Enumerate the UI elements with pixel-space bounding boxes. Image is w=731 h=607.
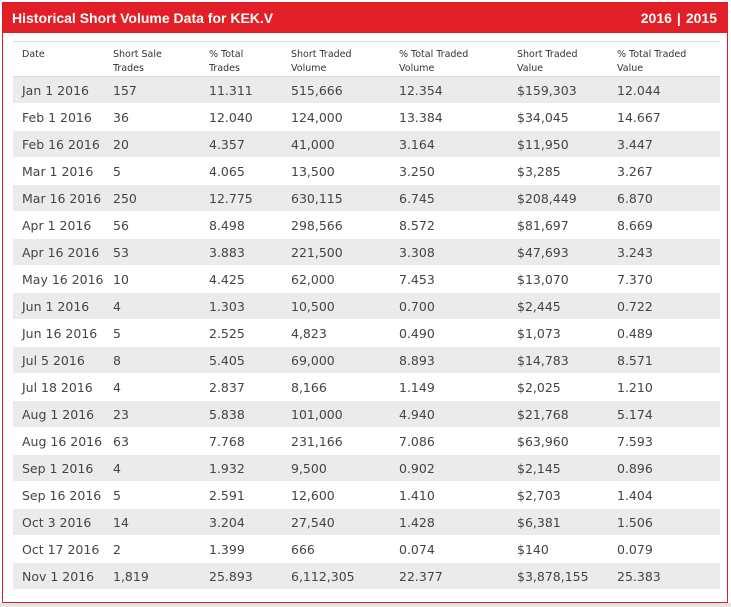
cell-short-traded-volume: 10,500 bbox=[282, 293, 390, 320]
cell-pct-total-traded-volume: 1.149 bbox=[390, 374, 508, 401]
cell-pct-total-trades: 4.425 bbox=[200, 266, 282, 293]
cell-short-sale-trades: 23 bbox=[104, 401, 200, 428]
cell-short-sale-trades: 4 bbox=[104, 293, 200, 320]
cell-date: Apr 1 2016 bbox=[13, 212, 104, 239]
cell-short-traded-volume: 4,823 bbox=[282, 320, 390, 347]
cell-short-sale-trades: 2 bbox=[104, 536, 200, 563]
cell-pct-total-trades: 5.838 bbox=[200, 401, 282, 428]
cell-pct-total-traded-volume: 7.086 bbox=[390, 428, 508, 455]
cell-pct-total-traded-volume: 22.377 bbox=[390, 563, 508, 590]
cell-pct-total-traded-volume: 8.893 bbox=[390, 347, 508, 374]
panel-title: Historical Short Volume Data for KEK.V bbox=[12, 10, 274, 26]
column-header-short-traded-value bbox=[508, 42, 608, 77]
cell-date: Mar 16 2016 bbox=[13, 185, 104, 212]
cell-short-sale-trades: 10 bbox=[104, 266, 200, 293]
cell-pct-total-traded-value: 14.667 bbox=[608, 104, 720, 131]
cell-date: Jun 16 2016 bbox=[13, 320, 104, 347]
cell-short-traded-volume: 630,115 bbox=[282, 185, 390, 212]
cell-short-traded-value: $81,697 bbox=[508, 212, 608, 239]
table-container bbox=[13, 41, 720, 590]
cell-short-traded-value: $21,768 bbox=[508, 401, 608, 428]
cell-short-traded-volume: 62,000 bbox=[282, 266, 390, 293]
cell-short-traded-value: $13,070 bbox=[508, 266, 608, 293]
cell-pct-total-traded-value: 8.571 bbox=[608, 347, 720, 374]
cell-short-traded-value: $2,145 bbox=[508, 455, 608, 482]
column-header-line: Short Traded bbox=[517, 49, 578, 60]
cell-pct-total-traded-value: 0.896 bbox=[608, 455, 720, 482]
cell-date: Aug 1 2016 bbox=[13, 401, 104, 428]
cell-short-traded-volume: 27,540 bbox=[282, 509, 390, 536]
column-header-line: % Total Traded bbox=[617, 49, 687, 60]
cell-short-traded-value: $3,285 bbox=[508, 158, 608, 185]
cell-short-traded-value: $63,960 bbox=[508, 428, 608, 455]
cell-pct-total-traded-value: 6.870 bbox=[608, 185, 720, 212]
cell-short-traded-volume: 666 bbox=[282, 536, 390, 563]
cell-pct-total-traded-value: 1.210 bbox=[608, 374, 720, 401]
cell-pct-total-trades: 2.525 bbox=[200, 320, 282, 347]
column-header-line: Trades bbox=[113, 63, 144, 74]
cell-short-traded-volume: 69,000 bbox=[282, 347, 390, 374]
cell-pct-total-trades: 12.040 bbox=[200, 104, 282, 131]
table-row bbox=[13, 212, 720, 239]
table-row bbox=[13, 536, 720, 563]
cell-pct-total-traded-volume: 12.354 bbox=[390, 77, 508, 104]
table-row bbox=[13, 401, 720, 428]
cell-date: Jul 18 2016 bbox=[13, 374, 104, 401]
cell-short-traded-value: $3,878,155 bbox=[508, 563, 608, 590]
table-header bbox=[13, 42, 720, 77]
cell-pct-total-trades: 2.837 bbox=[200, 374, 282, 401]
table-body bbox=[13, 77, 720, 590]
cell-short-sale-trades: 157 bbox=[104, 77, 200, 104]
cell-short-traded-volume: 9,500 bbox=[282, 455, 390, 482]
column-header-line: Value bbox=[517, 63, 544, 74]
column-header-line: Value bbox=[617, 63, 644, 74]
cell-date: Jun 1 2016 bbox=[13, 293, 104, 320]
cell-short-traded-volume: 12,600 bbox=[282, 482, 390, 509]
cell-pct-total-trades: 4.357 bbox=[200, 131, 282, 158]
column-header-pct-total-traded-value bbox=[608, 42, 720, 77]
cell-pct-total-traded-volume: 0.700 bbox=[390, 293, 508, 320]
cell-short-traded-volume: 231,166 bbox=[282, 428, 390, 455]
cell-pct-total-traded-value: 7.370 bbox=[608, 266, 720, 293]
table-row bbox=[13, 293, 720, 320]
column-header-line: Date bbox=[22, 49, 45, 60]
cell-short-traded-value: $2,445 bbox=[508, 293, 608, 320]
column-header-line: % Total Traded bbox=[399, 49, 469, 60]
cell-short-sale-trades: 4 bbox=[104, 455, 200, 482]
cell-pct-total-traded-volume: 8.572 bbox=[390, 212, 508, 239]
cell-short-traded-value: $140 bbox=[508, 536, 608, 563]
cell-date: Mar 1 2016 bbox=[13, 158, 104, 185]
cell-short-traded-volume: 515,666 bbox=[282, 77, 390, 104]
cell-pct-total-traded-value: 1.404 bbox=[608, 482, 720, 509]
table-row bbox=[13, 428, 720, 455]
year-link-2016[interactable]: 2016 bbox=[640, 10, 672, 26]
cell-short-traded-volume: 221,500 bbox=[282, 239, 390, 266]
cell-pct-total-trades: 4.065 bbox=[200, 158, 282, 185]
cell-short-sale-trades: 36 bbox=[104, 104, 200, 131]
short-volume-table bbox=[13, 41, 720, 590]
cell-pct-total-trades: 1.932 bbox=[200, 455, 282, 482]
column-header-line: Volume bbox=[291, 63, 327, 74]
cell-short-traded-volume: 298,566 bbox=[282, 212, 390, 239]
cell-date: Sep 1 2016 bbox=[13, 455, 104, 482]
table-row bbox=[13, 563, 720, 590]
cell-pct-total-traded-volume: 6.745 bbox=[390, 185, 508, 212]
cell-pct-total-trades: 8.498 bbox=[200, 212, 282, 239]
cell-date: Oct 17 2016 bbox=[13, 536, 104, 563]
cell-pct-total-trades: 25.893 bbox=[200, 563, 282, 590]
cell-short-traded-value: $1,073 bbox=[508, 320, 608, 347]
column-header-line: Short Sale bbox=[113, 49, 162, 60]
cell-pct-total-traded-value: 25.383 bbox=[608, 563, 720, 590]
cell-pct-total-traded-volume: 4.940 bbox=[390, 401, 508, 428]
cell-short-sale-trades: 53 bbox=[104, 239, 200, 266]
cell-pct-total-trades: 1.303 bbox=[200, 293, 282, 320]
cell-short-traded-volume: 13,500 bbox=[282, 158, 390, 185]
cell-short-traded-volume: 124,000 bbox=[282, 104, 390, 131]
cell-short-sale-trades: 4 bbox=[104, 374, 200, 401]
cell-short-sale-trades: 20 bbox=[104, 131, 200, 158]
column-header-line: Volume bbox=[399, 63, 435, 74]
cell-short-traded-volume: 101,000 bbox=[282, 401, 390, 428]
panel-header bbox=[3, 3, 727, 33]
year-separator: | bbox=[676, 10, 681, 26]
cell-pct-total-trades: 7.768 bbox=[200, 428, 282, 455]
cell-short-traded-value: $6,381 bbox=[508, 509, 608, 536]
cell-date: May 16 2016 bbox=[13, 266, 104, 293]
cell-pct-total-traded-value: 1.506 bbox=[608, 509, 720, 536]
cell-date: Oct 3 2016 bbox=[13, 509, 104, 536]
cell-pct-total-traded-value: 3.267 bbox=[608, 158, 720, 185]
cell-pct-total-traded-volume: 3.308 bbox=[390, 239, 508, 266]
cell-short-sale-trades: 5 bbox=[104, 482, 200, 509]
table-row bbox=[13, 347, 720, 374]
cell-date: Sep 16 2016 bbox=[13, 482, 104, 509]
cell-pct-total-traded-volume: 3.164 bbox=[390, 131, 508, 158]
cell-short-traded-value: $34,045 bbox=[508, 104, 608, 131]
cell-short-traded-value: $2,703 bbox=[508, 482, 608, 509]
table-row bbox=[13, 104, 720, 131]
table-row bbox=[13, 266, 720, 293]
cell-short-traded-volume: 41,000 bbox=[282, 131, 390, 158]
table-row bbox=[13, 77, 720, 104]
column-header-line: Trades bbox=[209, 63, 240, 74]
cell-pct-total-traded-volume: 0.074 bbox=[390, 536, 508, 563]
cell-short-traded-value: $14,783 bbox=[508, 347, 608, 374]
cell-short-sale-trades: 5 bbox=[104, 158, 200, 185]
cell-date: Apr 16 2016 bbox=[13, 239, 104, 266]
cell-date: Jul 5 2016 bbox=[13, 347, 104, 374]
cell-short-sale-trades: 250 bbox=[104, 185, 200, 212]
cell-date: Aug 16 2016 bbox=[13, 428, 104, 455]
cell-short-sale-trades: 8 bbox=[104, 347, 200, 374]
cell-pct-total-traded-volume: 0.902 bbox=[390, 455, 508, 482]
column-header-pct-total-trades bbox=[200, 42, 282, 77]
table-row bbox=[13, 482, 720, 509]
cell-short-traded-volume: 8,166 bbox=[282, 374, 390, 401]
cell-pct-total-trades: 3.204 bbox=[200, 509, 282, 536]
cell-date: Nov 1 2016 bbox=[13, 563, 104, 590]
table-row bbox=[13, 158, 720, 185]
cell-pct-total-traded-volume: 1.428 bbox=[390, 509, 508, 536]
year-switcher bbox=[641, 10, 717, 26]
cell-short-traded-value: $2,025 bbox=[508, 374, 608, 401]
header-row bbox=[13, 42, 720, 77]
cell-pct-total-traded-value: 3.447 bbox=[608, 131, 720, 158]
table-row bbox=[13, 131, 720, 158]
table-row bbox=[13, 239, 720, 266]
cell-date: Feb 16 2016 bbox=[13, 131, 104, 158]
cell-pct-total-traded-volume: 3.250 bbox=[390, 158, 508, 185]
cell-pct-total-traded-value: 3.243 bbox=[608, 239, 720, 266]
cell-pct-total-traded-value: 0.489 bbox=[608, 320, 720, 347]
cell-date: Jan 1 2016 bbox=[13, 77, 104, 104]
cell-pct-total-traded-value: 12.044 bbox=[608, 77, 720, 104]
bottom-strip bbox=[0, 603, 731, 607]
cell-pct-total-traded-value: 8.669 bbox=[608, 212, 720, 239]
column-header-short-traded-volume bbox=[282, 42, 390, 77]
table-row bbox=[13, 455, 720, 482]
cell-short-sale-trades: 1,819 bbox=[104, 563, 200, 590]
column-header-pct-total-traded-volume bbox=[390, 42, 508, 77]
cell-pct-total-trades: 5.405 bbox=[200, 347, 282, 374]
table-row bbox=[13, 185, 720, 212]
cell-short-sale-trades: 14 bbox=[104, 509, 200, 536]
year-link-2015[interactable]: 2015 bbox=[685, 10, 717, 26]
table-row bbox=[13, 320, 720, 347]
cell-pct-total-traded-volume: 7.453 bbox=[390, 266, 508, 293]
cell-short-traded-value: $159,303 bbox=[508, 77, 608, 104]
cell-short-traded-volume: 6,112,305 bbox=[282, 563, 390, 590]
cell-pct-total-trades: 11.311 bbox=[200, 77, 282, 104]
cell-date: Feb 1 2016 bbox=[13, 104, 104, 131]
cell-short-sale-trades: 63 bbox=[104, 428, 200, 455]
cell-pct-total-traded-value: 5.174 bbox=[608, 401, 720, 428]
table-row bbox=[13, 374, 720, 401]
cell-short-traded-value: $208,449 bbox=[508, 185, 608, 212]
cell-pct-total-traded-value: 7.593 bbox=[608, 428, 720, 455]
cell-pct-total-trades: 12.775 bbox=[200, 185, 282, 212]
column-header-line: Short Traded bbox=[291, 49, 352, 60]
cell-short-traded-value: $11,950 bbox=[508, 131, 608, 158]
table-row bbox=[13, 509, 720, 536]
cell-pct-total-traded-value: 0.722 bbox=[608, 293, 720, 320]
cell-pct-total-traded-volume: 1.410 bbox=[390, 482, 508, 509]
cell-pct-total-traded-volume: 13.384 bbox=[390, 104, 508, 131]
short-volume-panel bbox=[2, 2, 728, 603]
column-header-line: % Total bbox=[209, 49, 244, 60]
cell-pct-total-traded-volume: 0.490 bbox=[390, 320, 508, 347]
column-header-short-sale-trades bbox=[104, 42, 200, 77]
cell-pct-total-traded-value: 0.079 bbox=[608, 536, 720, 563]
cell-pct-total-trades: 2.591 bbox=[200, 482, 282, 509]
cell-short-traded-value: $47,693 bbox=[508, 239, 608, 266]
cell-short-sale-trades: 56 bbox=[104, 212, 200, 239]
cell-short-sale-trades: 5 bbox=[104, 320, 200, 347]
cell-pct-total-trades: 1.399 bbox=[200, 536, 282, 563]
column-header-date bbox=[13, 42, 104, 77]
cell-pct-total-trades: 3.883 bbox=[200, 239, 282, 266]
